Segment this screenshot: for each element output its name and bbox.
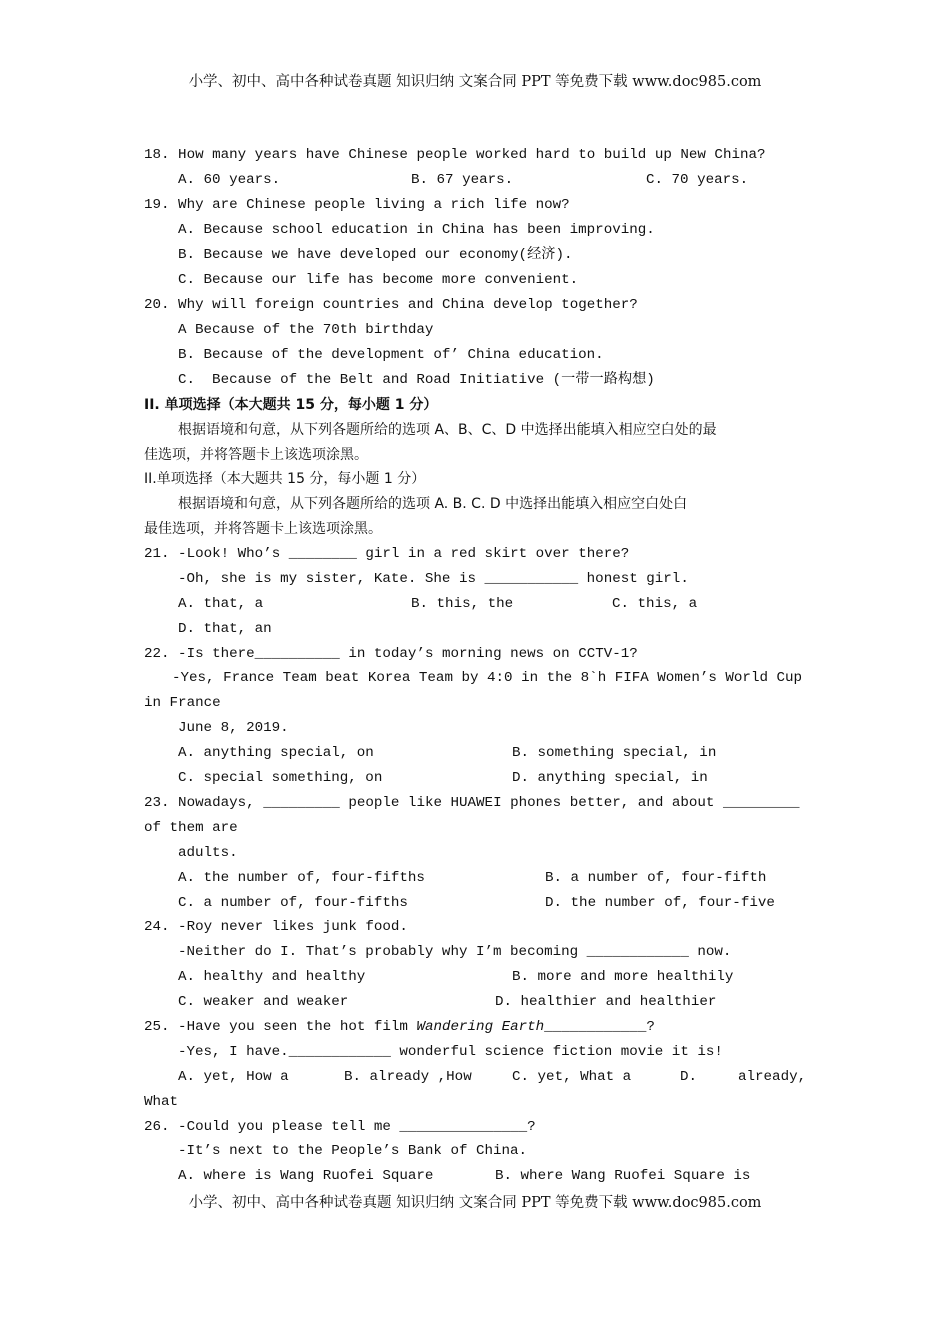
q20-option-a: A Because of the 70th birthday <box>178 322 434 338</box>
question-24-line2: -Neither do I. That’s probably why I’m becoming ____________ now. <box>178 944 732 960</box>
section-2-instruction-line2: 佳选项，并将答题卡上该选项涂黑。 <box>144 447 368 463</box>
q23-option-d: D. the number of, four-five <box>545 895 775 911</box>
page-header: 小学、初中、高中各种试卷真题 知识归纳 文案合同 PPT 等免费下载 www.doc985.com <box>188 74 762 90</box>
q25-option-d-label: D. <box>680 1069 698 1085</box>
q26-option-a: A. where is Wang Ruofei Square <box>178 1168 434 1184</box>
question-26-line2: -It’s next to the People’s Bank of China. <box>178 1143 528 1159</box>
question-23-line2: of them are <box>144 820 238 836</box>
q23-option-b: B. a number of, four-fifth <box>545 870 767 886</box>
question-25-line2: -Yes, I have.____________ wonderful science fiction movie it is! <box>178 1044 723 1060</box>
section-2-instruction2-line2: 最佳选项，并将答题卡上该选项涂黑。 <box>144 521 382 537</box>
question-23-line1: 23. Nowadays, _________ people like HUAWEI phones better, and about _________ <box>144 795 800 811</box>
question-18-stem: 18. How many years have Chinese people worked hard to build up New China? <box>144 147 766 163</box>
q25-option-c: C. yet, What a <box>512 1069 632 1085</box>
section-2-instruction2-line1: 根据语境和句意，从下列各题所给的选项 A. B. C. D 中选择出能填入相应空白处白 <box>178 496 688 512</box>
q25-option-d-continued: What <box>144 1094 179 1110</box>
q18-option-c: C. 70 years. <box>646 172 749 188</box>
q24-option-c: C. weaker and weaker <box>178 994 349 1010</box>
q19-option-b: B. Because we have developed our economy(经济). <box>178 247 573 263</box>
q26-option-b: B. where Wang Ruofei Square is <box>495 1168 751 1184</box>
question-19-stem: 19. Why are Chinese people living a rich life now? <box>144 197 570 213</box>
question-21-line2: -Oh, she is my sister, Kate. She is ___________ honest girl. <box>178 571 689 587</box>
question-22-line2: -Yes, France Team beat Korea Team by 4:0 in the 8`h FIFA Women’s World Cup <box>172 670 803 686</box>
q25-option-a: A. yet, How a <box>178 1069 289 1085</box>
q18-option-b: B. 67 years. <box>411 172 514 188</box>
q19-option-c: C. Because our life has become more convenient. <box>178 272 579 288</box>
q22-option-d: D. anything special, in <box>512 770 708 786</box>
q22-option-a: A. anything special, on <box>178 745 374 761</box>
section-2-title: II. 单项选择（本大题共 15 分，每小题 1 分） <box>144 397 438 413</box>
page-footer: 小学、初中、高中各种试卷真题 知识归纳 文案合同 PPT 等免费下载 www.doc985.com <box>188 1195 762 1211</box>
question-24-line1: 24. -Roy never likes junk food. <box>144 919 408 935</box>
question-22-line1: 22. -Is there__________ in today’s morning news on CCTV-1? <box>144 646 638 662</box>
q24-option-d: D. healthier and healthier <box>495 994 717 1010</box>
q23-option-a: A. the number of, four-fifths <box>178 870 425 886</box>
question-21-line1: 21. -Look! Who’s ________ girl in a red skirt over there? <box>144 546 630 562</box>
q21-option-b: B. this, the <box>411 596 514 612</box>
q20-option-c: C. Because of the Belt and Road Initiative (一带一路构想) <box>178 372 655 388</box>
question-26-line1: 26. -Could you please tell me _______________? <box>144 1119 536 1135</box>
q25-option-d-text: already, <box>738 1069 807 1085</box>
q25-option-b: B. already ,How <box>344 1069 472 1085</box>
question-22-line4: June 8, 2019. <box>178 720 289 736</box>
q22-option-b: B. something special, in <box>512 745 717 761</box>
question-22-line3: in France <box>144 695 221 711</box>
q21-option-a: A. that, a <box>178 596 264 612</box>
q24-option-a: A. healthy and healthy <box>178 969 366 985</box>
section-2-instruction-line1: 根据语境和句意，从下列各题所给的选项 A、B、C、D 中选择出能填入相应空白处的最 <box>178 422 717 438</box>
q22-option-c: C. special something, on <box>178 770 383 786</box>
q19-option-a: A. Because school education in China has been improving. <box>178 222 655 238</box>
q20-option-b: B. Because of the development of’ China education. <box>178 347 604 363</box>
question-20-stem: 20. Why will foreign countries and China develop together? <box>144 297 638 313</box>
q21-option-d: D. that, an <box>178 621 272 637</box>
q25-text-post: ____________? <box>544 1019 655 1035</box>
question-23-line3: adults. <box>178 845 238 861</box>
q24-option-b: B. more and more healthily <box>512 969 734 985</box>
q23-option-c: C. a number of, four-fifths <box>178 895 408 911</box>
q25-text-pre: 25. -Have you seen the hot film <box>144 1019 417 1035</box>
q18-option-a: A. 60 years. <box>178 172 281 188</box>
question-25-line1 <box>144 1015 655 1040</box>
section-2-title-repeat: II.单项选择（本大题共 15 分，每小题 1 分） <box>144 471 426 487</box>
q21-option-c: C. this, a <box>612 596 698 612</box>
q25-film-title: Wandering Earth <box>416 1019 545 1035</box>
